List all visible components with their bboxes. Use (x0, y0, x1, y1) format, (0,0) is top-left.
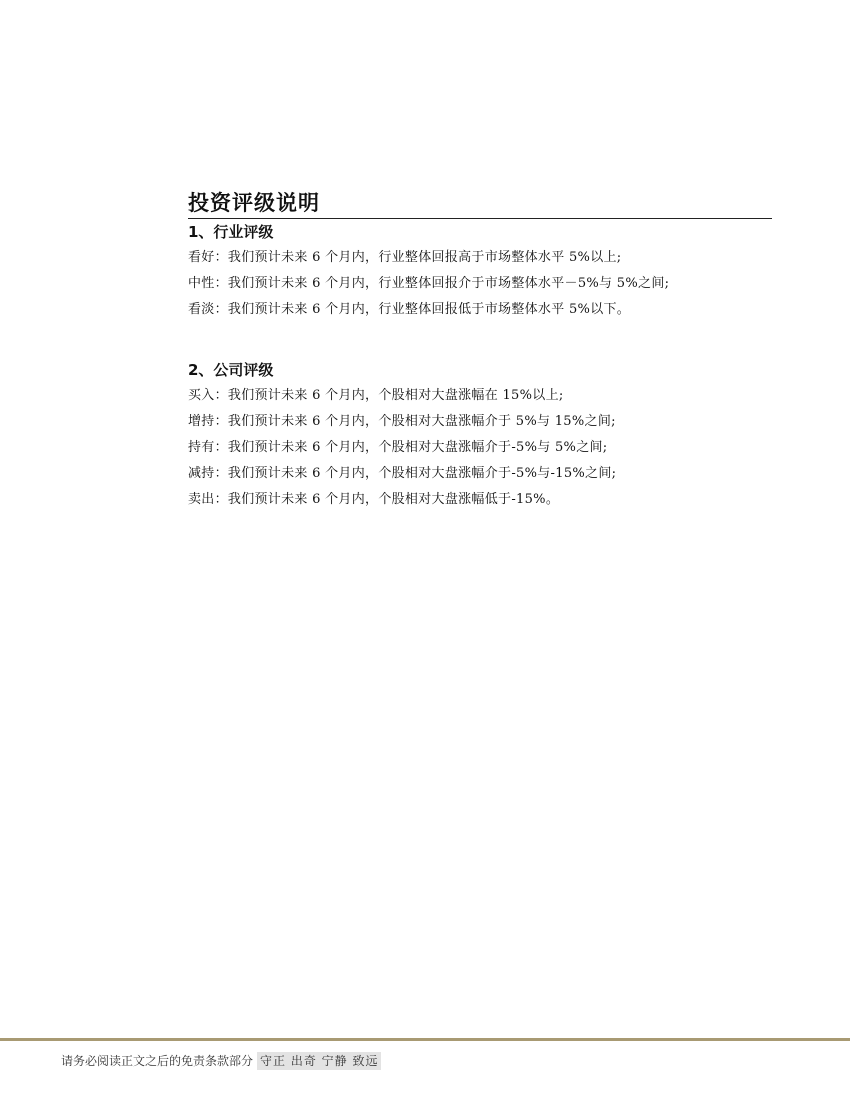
page-footer (61, 1050, 381, 1072)
company-rating-hold: 持有：我们预计未来 6 个月内，个股相对大盘涨幅介于-5%与 5%之间; (188, 440, 608, 455)
industry-rating-neutral: 中性：我们预计未来 6 个月内，行业整体回报介于市场整体水平－5%与 5%之间; (188, 276, 670, 291)
footer-disclaimer: 请务必阅读正文之后的免责条款部分 (61, 1054, 254, 1068)
company-rating-underweight: 减持：我们预计未来 6 个月内，个股相对大盘涨幅介于-5%与-15%之间; (188, 466, 617, 481)
industry-rating-outperform: 看好：我们预计未来 6 个月内，行业整体回报高于市场整体水平 5%以上; (188, 250, 622, 265)
company-rating-overweight: 增持：我们预计未来 6 个月内，个股相对大盘涨幅介于 5%与 15%之间; (188, 414, 616, 429)
footer-divider (0, 1038, 850, 1041)
company-rating-buy: 买入：我们预计未来 6 个月内，个股相对大盘涨幅在 15%以上; (188, 388, 564, 403)
company-rating-sell: 卖出：我们预计未来 6 个月内，个股相对大盘涨幅低于-15%。 (188, 492, 560, 507)
section-heading-company: 2、公司评级 (188, 361, 274, 379)
page-title: 投资评级说明 (188, 188, 772, 219)
footer-motto: 守正 出奇 宁静 致远 (257, 1052, 381, 1070)
industry-rating-underperform: 看淡：我们预计未来 6 个月内，行业整体回报低于市场整体水平 5%以下。 (188, 302, 631, 317)
section-heading-industry: 1、行业评级 (188, 223, 274, 241)
rating-explanation (188, 188, 772, 513)
